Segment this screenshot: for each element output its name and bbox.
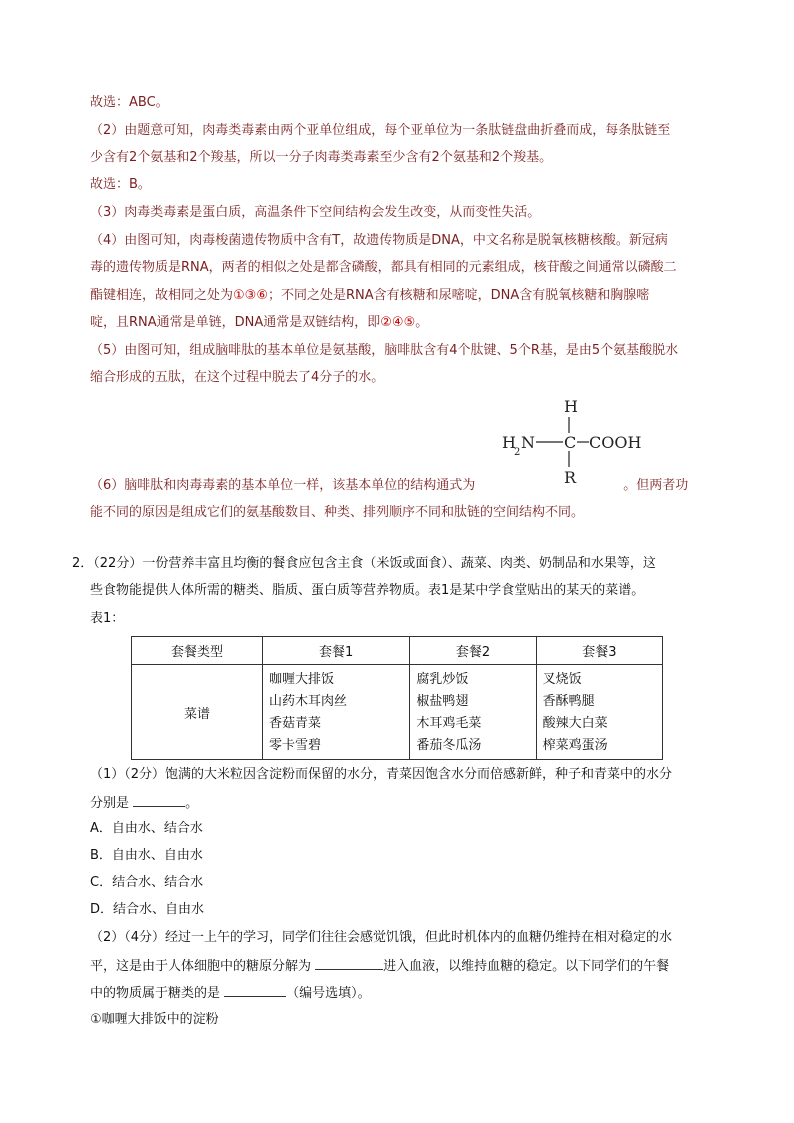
set-2-dishes (410, 665, 536, 760)
answer-6-line-1 (90, 476, 688, 496)
table-row (132, 665, 663, 760)
header-set-3: 套餐3 (536, 637, 662, 665)
dish: 咖喱大排饭 (269, 672, 335, 687)
formula-right-cooh: COOH (589, 433, 642, 452)
question-2-line-1: 2．（22分）一份营养丰富且均衡的餐食应包含主食（米饭或面食）、蔬菜、肉类、奶制品和水果等，这 (72, 556, 656, 571)
answer-6-line-1-pre: （6）脑啡肽和肉毒毒素的基本单位一样，该基本单位的结构通式为 (90, 478, 476, 493)
sub-question-2-line-2 (90, 955, 669, 977)
answer-6-line-2: 能不同的原因是组成它们的氨基酸数目、种类、排列顺序不同和肽链的空间结构不同。 (90, 505, 585, 520)
answer-selection-1: 故选：ABC。 (90, 95, 169, 110)
sub-question-2-line-3-post: （编号选填）。 (286, 986, 371, 1001)
sub-question-1-post: 。 (185, 796, 199, 811)
sub-question-2-line-2-post: 进入血液，以维持血糖的稳定。以下同学们的午餐 (383, 959, 670, 974)
answer-4-line-4-post: 。 (415, 315, 429, 330)
answer-3: （3）肉毒类毒素是蛋白质，高温条件下空间结构会发生改变，从而变性失活。 (90, 205, 541, 220)
option-d: D．结合水、自由水 (90, 902, 205, 917)
dish: 酸辣大白菜 (542, 716, 608, 731)
option-c: C．结合水、结合水 (90, 875, 204, 890)
header-set-type: 套餐类型 (132, 637, 263, 665)
answer-4-line-1: （4）由图可知，肉毒梭菌遗传物质中含有T，故遗传物质是DNA，中文名称是脱氧核糖核酸。新冠病 (90, 233, 668, 248)
header-set-2: 套餐2 (410, 637, 536, 665)
dish: 木耳鸡毛菜 (416, 716, 482, 731)
answer-5-line-2: 缩合形成的五肽，在这个过程中脱去了4分子的水。 (90, 370, 385, 385)
dish: 香酥鸭腿 (542, 694, 595, 709)
formula-left-sub: 2 (514, 447, 521, 458)
dish: 椒盐鸭翅 (416, 694, 469, 709)
dish: 榨菜鸡蛋汤 (542, 738, 608, 753)
set-1-dishes (263, 665, 410, 760)
answer-4-line-4-pre: 啶，且RNA通常是单链，DNA通常是双链结构，即 (90, 315, 381, 330)
set-3-dishes (536, 665, 662, 760)
circled-numbers-same: ①③⑥ (233, 288, 268, 303)
sub-question-1-pre: 分别是 (90, 796, 134, 811)
food-item-1: ①咖喱大排饭中的淀粉 (90, 1012, 219, 1027)
sub-question-2-line-1: （2）（4分）经过一上午的学习，同学们往往会感觉饥饿，但此时机体内的血糖仍维持在相对稳定的水 (90, 930, 673, 945)
sub-question-2-line-3-pre: 中的物质属于糖类的是 (90, 986, 225, 1001)
answer-blank-3[interactable] (224, 982, 286, 997)
answer-5-line-1: （5）由图可知，组成脑啡肽的基本单位是氨基酸，脑啡肽含有4个肽键、5个R基，是由5个氨基酸脱水 (90, 343, 679, 358)
answer-6-line-1-post: 。但两者功 (623, 478, 689, 493)
table-header-row (132, 637, 663, 665)
sub-question-2-line-2-pre: 平，这是由于人体细胞中的糖原分解为 (90, 959, 316, 974)
dish: 叉烧饭 (542, 672, 582, 687)
formula-center-c: C (564, 433, 577, 452)
answer-2-line-2: 少含有2个氨基和2个羧基，所以一分子肉毒类毒素至少含有2个氨基和2个羧基。 (90, 150, 553, 165)
sub-question-1-line-1: （1）（2分）饱满的大米粒因含淀粉而保留的水分，青菜因饱含水分而倍感新鲜，种子和青菜中的水分 (90, 767, 673, 782)
header-set-1: 套餐1 (263, 637, 410, 665)
sub-question-2-line-3 (90, 982, 371, 1004)
dish: 腐乳炒饭 (416, 672, 469, 687)
row-label-menu: 菜谱 (132, 665, 263, 760)
table-caption: 表1： (90, 611, 125, 626)
formula-bottom-r: R (564, 468, 577, 487)
dish: 零卡雪碧 (269, 738, 322, 753)
question-2-line-2: 些食物能提供人体所需的糖类、脂质、蛋白质等营养物质。表1是某中学食堂贴出的某天的菜谱。 (90, 583, 645, 598)
answer-2-line-1: （2）由题意可知，肉毒类毒素由两个亚单位组成，每个亚单位为一条肽链盘曲折叠而成，每条肽链至 (90, 123, 671, 138)
option-a: A．自由水、结合水 (90, 821, 203, 836)
formula-left-n: N (521, 433, 535, 452)
dish: 山药木耳肉丝 (269, 694, 348, 709)
answer-blank-2[interactable] (315, 955, 383, 970)
answer-4-line-3-pre: 酯键相连，故相同之处为 (90, 288, 234, 303)
menu-table (131, 636, 663, 760)
answer-4-line-4 (90, 313, 428, 333)
circled-numbers-diff: ②④⑤ (380, 315, 416, 330)
answer-4-line-2: 毒的遗传物质是RNA，两者的相似之处是都含磷酸，都具有相同的元素组成，核苷酸之间通常以磷酸二 (90, 260, 677, 275)
answer-4-line-3 (90, 286, 649, 306)
dish: 番茄冬瓜汤 (416, 738, 482, 753)
sub-question-1-line-2 (90, 792, 198, 814)
answer-blank-1[interactable] (133, 792, 185, 807)
dish: 香菇青菜 (269, 716, 322, 731)
formula-left-h: H (502, 433, 516, 452)
formula-top-h: H (564, 397, 578, 416)
option-b: B．自由水、自由水 (90, 848, 203, 863)
answer-selection-2: 故选：B。 (90, 177, 151, 192)
answer-4-line-3-post: ；不同之处是RNA含有核糖和尿嘧啶，DNA含有脱氧核糖和胸腺嘧 (267, 288, 650, 303)
